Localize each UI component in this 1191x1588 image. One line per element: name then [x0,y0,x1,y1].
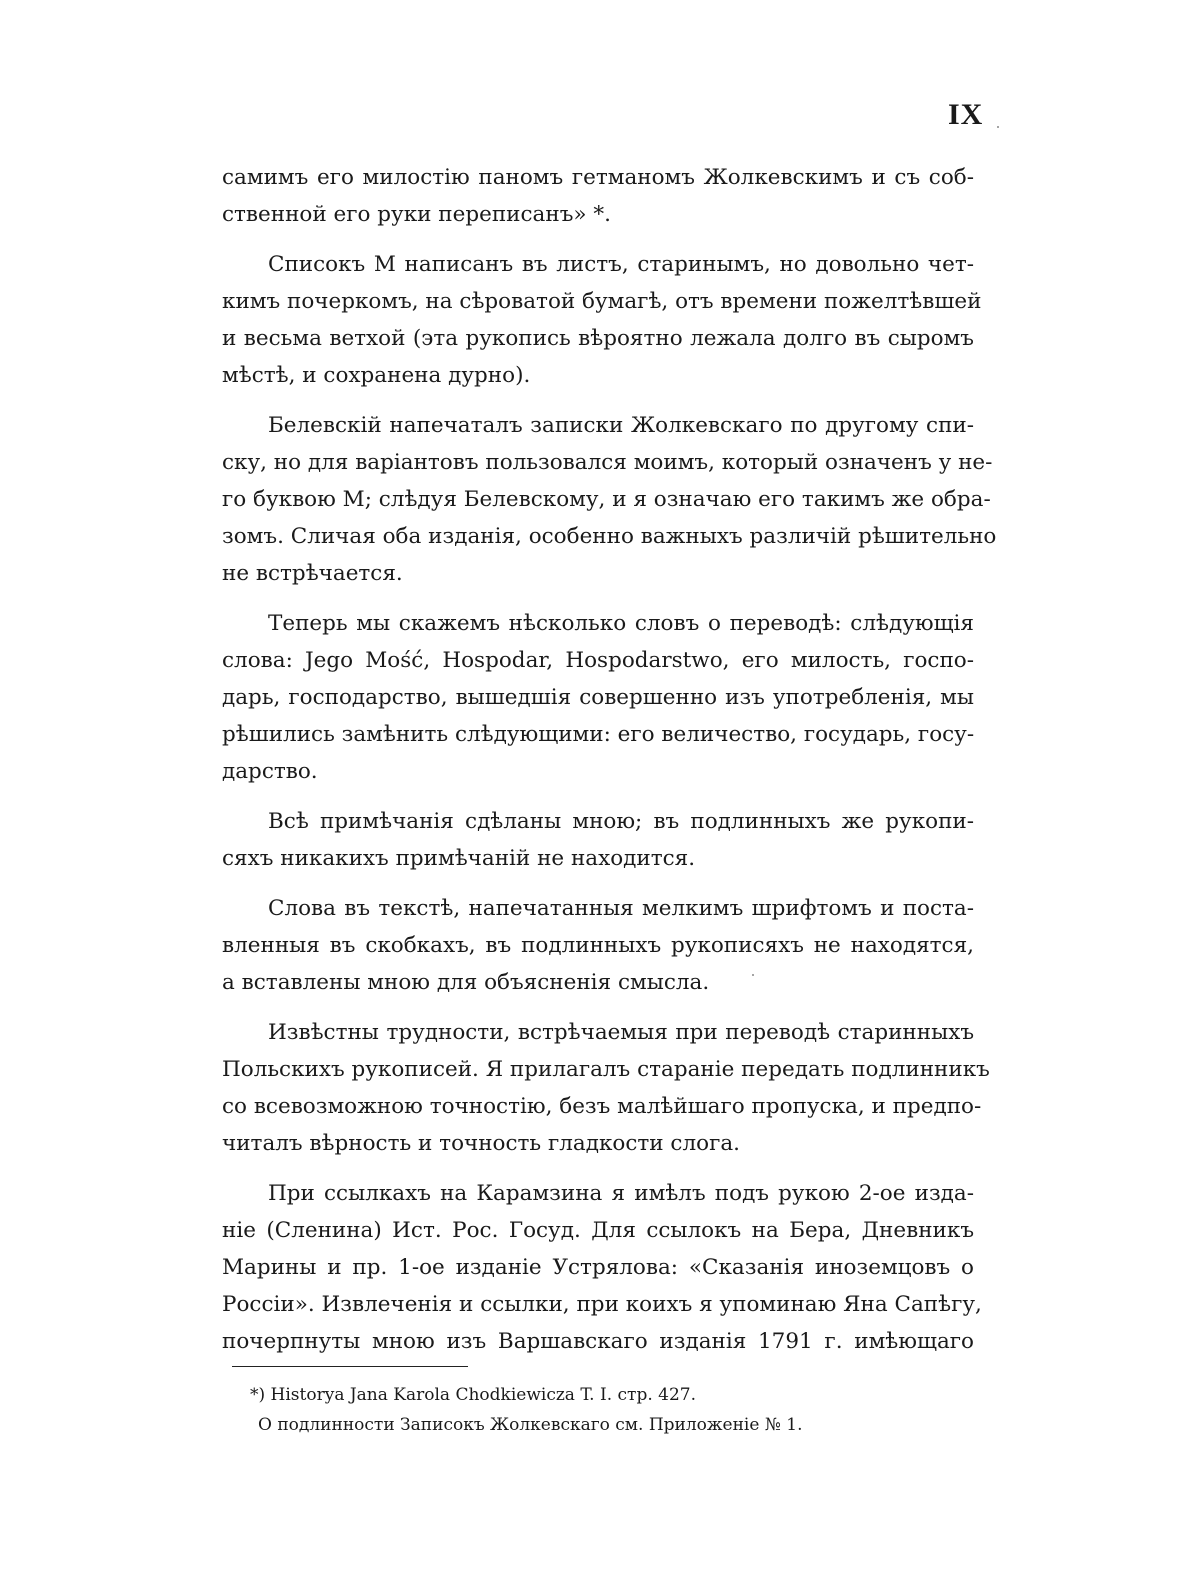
text-line: рѣшились замѣнить слѣдующими: его величество, государь, госу- [222,722,975,747]
footnote-divider [232,1366,468,1367]
text-line: со всевозможною точностію, безъ малѣйшаго пропуска, и предпо- [222,1094,982,1119]
paragraph [222,159,974,233]
text-line: Всѣ примѣчанія сдѣланы мною; въ подлинныхъ же рукопи- [268,809,974,834]
footnote-2: О подлинности Записокъ Жолкевскаго см. Приложеніе № 1. [258,1415,803,1435]
footnote-1: *) Historya Jana Karola Chodkiewicza T. I. стр. 427. [250,1385,696,1405]
text-line: зомъ. Сличая оба изданія, особенно важныхъ различій рѣшительно [222,524,997,549]
text-line: а вставлены мною для объясненія смысла. [222,970,710,995]
text-line: Слова въ текстѣ, напечатанныя мелкимъ шрифтомъ и поста- [268,896,974,921]
paragraph [222,246,982,394]
text-line: дарство. [222,759,318,784]
text-line: Извѣстны трудности, встрѣчаемыя при переводѣ старинныхъ [268,1020,974,1045]
paragraph [222,605,974,790]
text-line: При ссылкахъ на Карамзина я имѣлъ подъ рукою 2-ое изда- [268,1181,974,1206]
text-line: мѣстѣ, и сохранена дурно). [222,363,531,388]
text-line: вленныя въ скобкахъ, въ подлинныхъ рукописяхъ не находятся, [222,933,974,958]
text-line: Списокъ М написанъ въ листъ, старинымъ, но довольно чет- [268,252,974,277]
paragraph [222,890,974,1001]
scan-speck [997,126,999,128]
text-line: почерпнуты мною изъ Варшавскаго изданія 1791 г. имѣющаго [222,1329,974,1354]
text-line: не встрѣчается. [222,561,403,586]
text-line: и весьма ветхой (эта рукопись вѣроятно лежала долго въ сыромъ [222,326,974,351]
text-line: Польскихъ рукописей. Я прилагалъ стараніе передать подлинникъ [222,1057,990,1082]
text-line: самимъ его милостію паномъ гетманомъ Жолкевскимъ и съ соб- [222,165,974,190]
text-line: слова: Jego Mość, Hospodar, Hospodarstwo, его милость, госпо- [222,648,974,673]
paragraph [222,803,974,877]
page-number: IX [948,98,984,131]
text-line: дарь, господарство, вышедшія совершенно изъ употребленія, мы [222,685,974,710]
paragraph [222,1014,990,1162]
text-line: ніе (Сленина) Ист. Рос. Госуд. Для ссылокъ на Бера, Дневникъ [222,1218,974,1243]
paragraph [222,1175,982,1360]
text-line: сяхъ никакихъ примѣчаній не находится. [222,846,696,871]
text-line: ску, но для варіантовъ пользовался моимъ, который означенъ у не- [222,450,993,475]
text-line: Теперь мы скажемъ нѣсколько словъ о переводѣ: слѣдующія [268,611,974,636]
text-line: Россіи». Извлеченія и ссылки, при коихъ я упоминаю Яна Сапѣгу, [222,1292,982,1317]
text-line: го буквою М; слѣдуя Белевскому, и я означаю его такимъ же обра- [222,487,991,512]
paragraph [222,407,997,592]
text-line: кимъ почеркомъ, на сѣроватой бумагѣ, отъ времени пожелтѣвшей [222,289,982,314]
text-line: Белевскій напечаталъ записки Жолкевскаго по другому спи- [268,413,974,438]
footnotes [250,1380,898,1440]
text-line: ственной его руки переписанъ» *. [222,202,611,227]
text-line: читалъ вѣрность и точность гладкости слога. [222,1131,740,1156]
scan-speck [752,974,754,976]
text-line: Марины и пр. 1-ое изданіе Устрялова: «Сказанія иноземцовъ о [222,1255,974,1280]
body-text [222,159,997,1373]
